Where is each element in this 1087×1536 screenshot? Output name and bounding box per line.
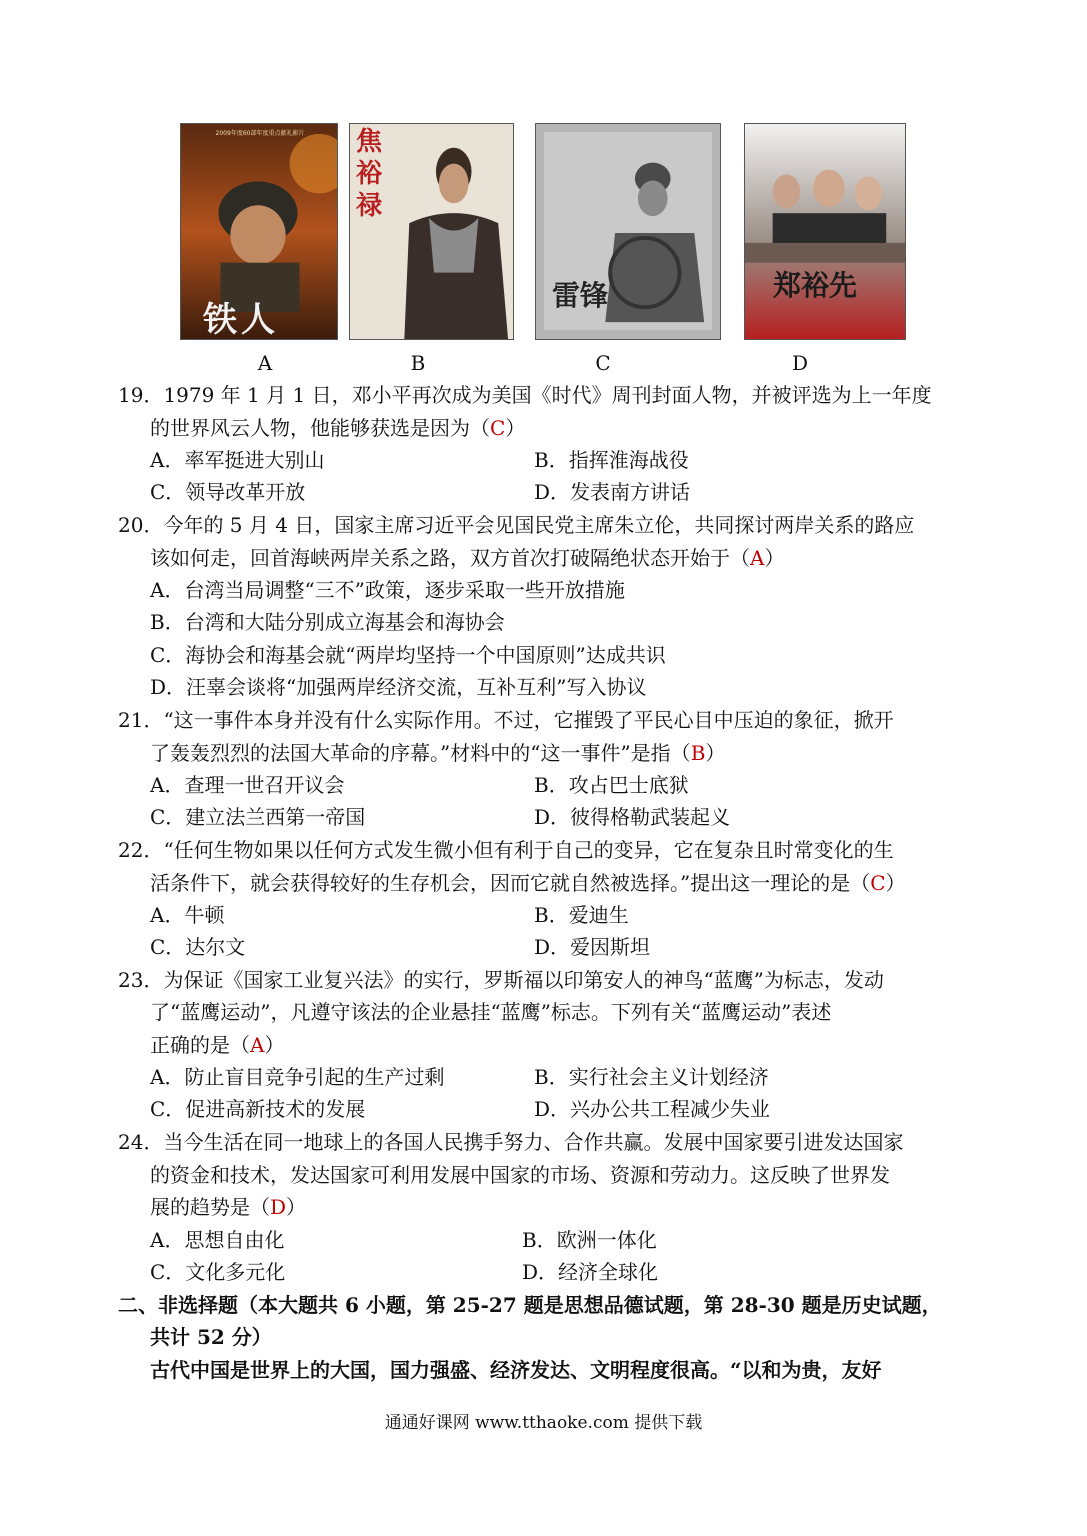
- poster-b-label: B: [410, 351, 426, 375]
- q23-option-d: D．兴办公共工程减少失业: [534, 1097, 771, 1121]
- q24-close: ）: [286, 1195, 307, 1219]
- q20-option-b: B．台湾和大陆分别成立海基会和海协会: [150, 610, 505, 634]
- q21-answer: B: [690, 741, 706, 765]
- poster-a-image: [180, 123, 338, 340]
- q20-option-d: D．汪辜会谈将“加强两岸经济交流，互补互利”写入协议: [150, 675, 647, 699]
- q21-stem-line1: 21．“这一事件本身并没有什么实际作用。不过，它摧毁了平民心目中压迫的象征，掀开: [118, 708, 894, 732]
- q21-stem-line2: [150, 739, 725, 767]
- q20-option-c: C．海协会和海基会就“两岸均坚持一个中国原则”达成共识: [150, 643, 666, 667]
- q20-stem-line2: [150, 544, 784, 572]
- q24-stem-text: 展的趋势是（: [150, 1195, 270, 1219]
- q23-option-b: B．实行社会主义计划经济: [534, 1065, 769, 1089]
- q21-option-b: B．攻占巴士底狱: [534, 773, 689, 797]
- q24-option-b: B．欧洲一体化: [522, 1228, 657, 1252]
- q23-stem-line1: 23．为保证《国家工业复兴法》的实行，罗斯福以印第安人的神鸟“蓝鹰”为标志，发动: [118, 968, 884, 992]
- q21-close: ）: [705, 741, 726, 765]
- q20-option-a: A．台湾当局调整“三不”政策，逐步采取一些开放措施: [150, 578, 625, 602]
- poster-d-label: D: [791, 351, 809, 375]
- poster-d-image: [744, 123, 906, 340]
- q24-stem-line3: [150, 1193, 306, 1221]
- q22-option-a: A．牛顿: [150, 903, 225, 927]
- q19-option-b: B．指挥淮海战役: [534, 448, 689, 472]
- q20-stem-text: 该如何走，回首海峡两岸关系之路，双方首次打破隔绝状态开始于（: [150, 546, 750, 570]
- poster-a-top-caption: 2009年度60部年度重点献礼影片: [215, 130, 305, 137]
- q23-option-c: C．促进高新技术的发展: [150, 1097, 366, 1121]
- q20-close: ）: [764, 546, 785, 570]
- q23-stem-line2: 了“蓝鹰运动”，凡遵守该法的企业悬挂“蓝鹰”标志。下列有关“蓝鹰运动”表述: [150, 1000, 832, 1024]
- poster-c-image: [535, 123, 721, 340]
- poster-d-title: 郑裕先: [773, 269, 858, 302]
- poster-b-title-text: 焦裕禄: [356, 127, 383, 221]
- q19-answer: C: [490, 416, 506, 440]
- q23-stem-line3: [150, 1031, 284, 1059]
- q22-stem-line2: [150, 869, 906, 897]
- poster-a-label: A: [257, 351, 273, 375]
- q22-option-d: D．爱因斯坦: [534, 935, 651, 959]
- q22-stem-text: 活条件下，就会获得较好的生存机会，因而它就自然被选择。”提出这一理论的是（: [150, 871, 871, 895]
- q22-answer: C: [870, 871, 886, 895]
- q19-close: ）: [505, 416, 526, 440]
- q23-close: ）: [264, 1033, 285, 1057]
- poster-row: [0, 0, 1087, 380]
- q24-answer: D: [270, 1195, 287, 1219]
- page-footer: 通通好课网 www.tthaoke.com 提供下载: [384, 1413, 703, 1433]
- poster-a-title: 铁人: [203, 300, 279, 340]
- q19-option-a: A．率军挺进大别山: [150, 448, 325, 472]
- q23-option-a: A．防止盲目竞争引起的生产过剩: [150, 1065, 445, 1089]
- q20-answer: A: [750, 546, 765, 570]
- section2-heading-line2: 共计 52 分）: [150, 1325, 272, 1349]
- q21-option-d: D．彼得格勒武装起义: [534, 805, 731, 829]
- q24-stem-line2: 的资金和技术，发达国家可利用发展中国家的市场、资源和劳动力。这反映了世界发: [150, 1163, 890, 1187]
- poster-b-image: [349, 123, 514, 340]
- q24-stem-line1: 24．当今生活在同一地球上的各国人民携手努力、合作共赢。发展中国家要引进发达国家: [118, 1130, 904, 1154]
- q19-option-c: C．领导改革开放: [150, 480, 306, 504]
- q24-option-d: D．经济全球化: [522, 1260, 659, 1284]
- poster-c-title: 雷锋: [552, 279, 609, 312]
- section2-paragraph: 古代中国是世界上的大国，国力强盛、经济发达、文明程度很高。“以和为贵，友好: [150, 1358, 882, 1382]
- q21-option-a: A．查理一世召开议会: [150, 773, 345, 797]
- q19-stem-line2: [150, 414, 525, 442]
- q22-option-c: C．达尔文: [150, 935, 246, 959]
- q22-option-b: B．爱迪生: [534, 903, 629, 927]
- section2-heading-line1: 二、非选择题（本大题共 6 小题，第 25-27 题是思想品德试题，第 28-30 题是历史试题，: [118, 1293, 942, 1317]
- poster-c-label: C: [595, 351, 611, 375]
- q24-option-a: A．思想自由化: [150, 1228, 285, 1252]
- q19-option-d: D．发表南方讲话: [534, 480, 691, 504]
- q23-stem-text: 正确的是（: [150, 1033, 250, 1057]
- q22-stem-line1: 22．“任何生物如果以任何方式发生微小但有利于自己的变异，它在复杂且时常变化的生: [118, 838, 894, 862]
- q19-stem-text: 的世界风云人物，他能够获选是因为（: [150, 416, 490, 440]
- poster-b-title: [356, 126, 386, 222]
- q19-stem-line1: 19．1979 年 1 月 1 日，邓小平再次成为美国《时代》周刊封面人物，并被评选为上一年度: [118, 383, 932, 407]
- q22-close: ）: [885, 871, 906, 895]
- q23-answer: A: [250, 1033, 265, 1057]
- q21-option-c: C．建立法兰西第一帝国: [150, 805, 366, 829]
- q21-stem-text: 了轰轰烈烈的法国大革命的序幕。”材料中的“这一事件”是指（: [150, 741, 691, 765]
- q24-option-c: C．文化多元化: [150, 1260, 286, 1284]
- q20-stem-line1: 20．今年的 5 月 4 日，国家主席习近平会见国民党主席朱立伦，共同探讨两岸关系的路应: [118, 513, 915, 537]
